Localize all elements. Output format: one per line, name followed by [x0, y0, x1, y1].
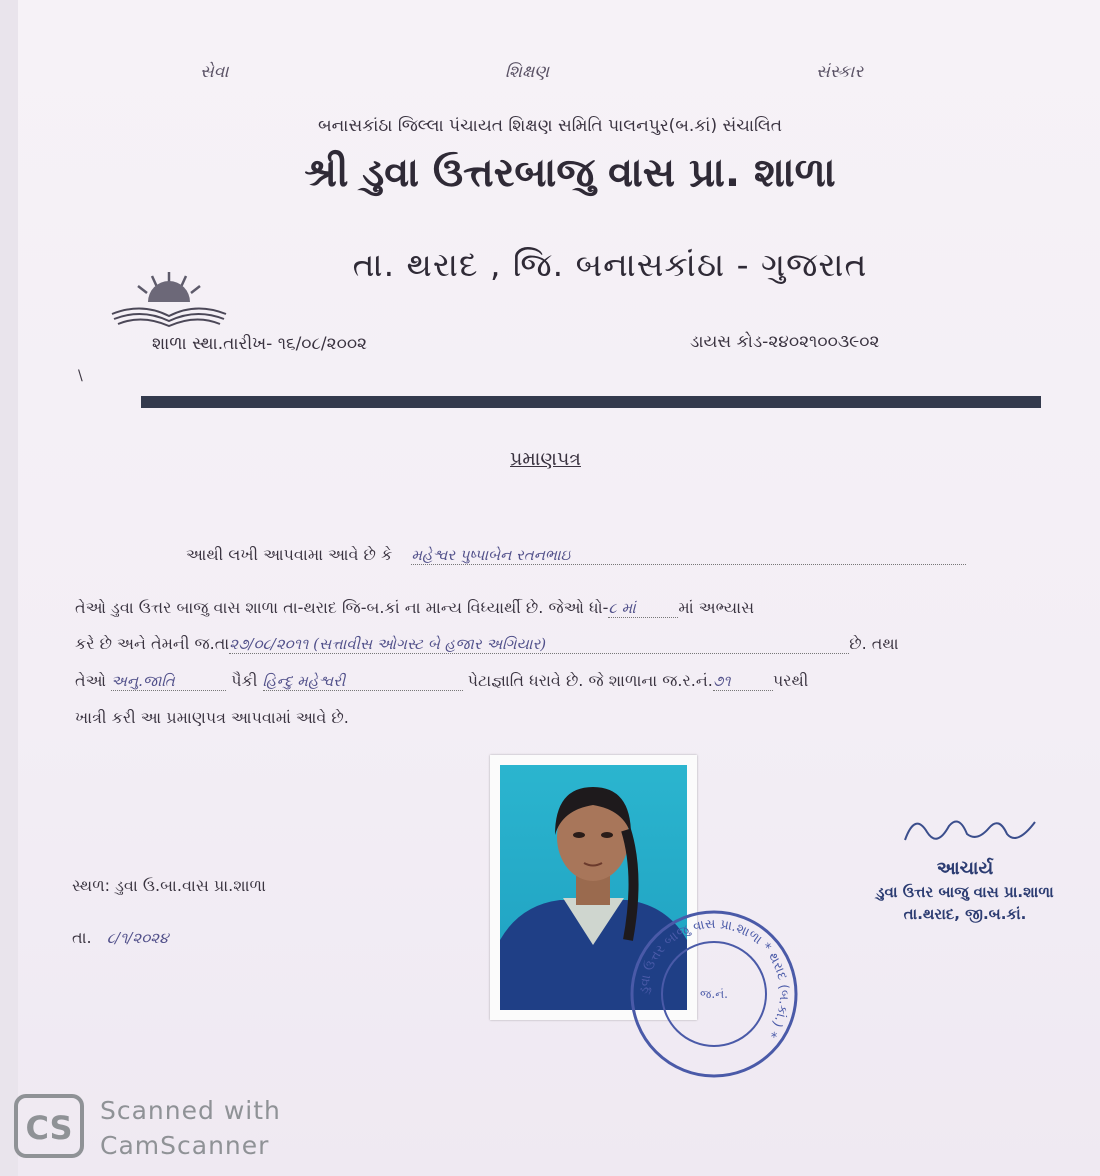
motto-seva: સેવા — [200, 62, 229, 82]
date-prefix: તા. — [72, 928, 92, 947]
school-name: શ્રી ડુવા ઉત્તરબાજુ વાસ પ્રા. શાળા — [304, 150, 836, 196]
date-handwritten: ૮/૧/૨૦૨૪ — [106, 929, 169, 947]
establishment-date: શાળા સ્થા.તારીખ- ૧૬/૦૮/૨૦૦૨ — [152, 334, 368, 354]
principal-school-name: ડુવા ઉત્તર બાજુ વાસ પ્રા.શાળા — [876, 883, 1054, 901]
school-address: તા. થરાદ , જિ. બનાસકાંઠા - ગુજરાત — [352, 245, 868, 284]
body-line-2 — [75, 598, 754, 618]
category-handwritten: અનુ.જાતિ — [111, 672, 226, 691]
school-logo-book-sun-icon — [104, 264, 234, 334]
body-line-1 — [186, 545, 966, 565]
stray-mark: \ — [78, 368, 83, 384]
scanned-with-text: Scanned with — [100, 1096, 281, 1125]
standard-handwritten: ૮ માં — [608, 599, 678, 618]
gr-number-handwritten: ૭૧ — [713, 672, 773, 691]
svg-text:ડુવા ઉત્તર બાજુ વાસ પ્રા.શાળા — [637, 917, 791, 1041]
body-line-4-mid: પૈકી — [231, 671, 258, 690]
camscanner-text: CamScanner — [100, 1131, 270, 1160]
header-divider — [141, 396, 1041, 408]
body-line-1-prefix: આથી લખી આપવામા આવે છે કે — [186, 545, 393, 564]
body-line-3-prefix: કરે છે અને તેમની જ.તા — [75, 634, 230, 653]
managed-by-line: બનાસકાંઠા જિલ્લા પંચાયત શિક્ષણ સમિતિ પાલનપુર(બ.કાં) સંચાલિત — [317, 116, 783, 136]
body-line-3 — [75, 634, 899, 654]
body-line-4-suffix: પરથી — [772, 671, 809, 690]
body-line-4-mid2: પેટાજ્ઞાતિ ધરાવે છે. જે શાળાના જ.ર.નં. — [467, 671, 713, 690]
school-stamp-seal — [628, 908, 800, 1080]
body-line-2-prefix: તેઓ ડુવા ઉત્તર બાજુ વાસ શાળા તા-થરાદ જિ-બ.કાં ના માન્ય વિધ્યાર્થી છે. જેઓ ધો- — [75, 598, 609, 617]
subcaste-handwritten: હિન્દુ મહેશ્વરી — [263, 672, 463, 691]
body-line-3-suffix: છે. તથા — [849, 634, 899, 653]
date-line — [72, 928, 168, 948]
certificate-title: પ્રમાણપત્ર — [510, 448, 581, 470]
body-line-4 — [75, 671, 808, 691]
camscanner-watermark — [100, 1093, 281, 1163]
dise-code: ડાયસ કોડ-૨૪૦૨૧૦૦૩૯૦૨ — [690, 332, 880, 352]
stamp-inner-text: જ.નં. — [700, 987, 728, 1001]
principal-school-address: તા.થરાદ, જી.બ.કાં. — [903, 905, 1027, 923]
body-line-5: ખાત્રી કરી આ પ્રમાણપત્ર આપવામાં આવે છે. — [75, 708, 349, 727]
place-line: સ્થળ: ડુવા ઉ.બા.વાસ પ્રા.શાળા — [72, 876, 266, 895]
principal-signature-block — [840, 812, 1090, 923]
body-line-2-suffix: માં અભ્યાસ — [678, 598, 755, 617]
principal-signature — [885, 812, 1045, 848]
motto-shikshan: શિક્ષણ — [505, 62, 550, 82]
motto-sanskar: સંસ્કાર — [816, 62, 864, 82]
stamp-ring-text: ડુવા ઉત્તર બાજુ વાસ પ્રા.શાળા * થરાદ (બ.કાં.) * — [636, 916, 792, 1040]
principal-title: આચાર્ય — [936, 858, 994, 879]
dob-handwritten: ૨૭/૦૮/૨૦૧૧ (સત્તાવીસ ઓગસ્ટ બે હજાર અગિયાર) — [229, 635, 849, 654]
camscanner-logo-icon — [14, 1094, 84, 1158]
body-line-4-prefix: તેઓ — [75, 671, 106, 690]
camscanner-logo-text: CS — [25, 1109, 73, 1147]
student-name-handwritten: મહેશ્વર પુષ્પાબેન રતનભાઇ — [411, 546, 966, 565]
